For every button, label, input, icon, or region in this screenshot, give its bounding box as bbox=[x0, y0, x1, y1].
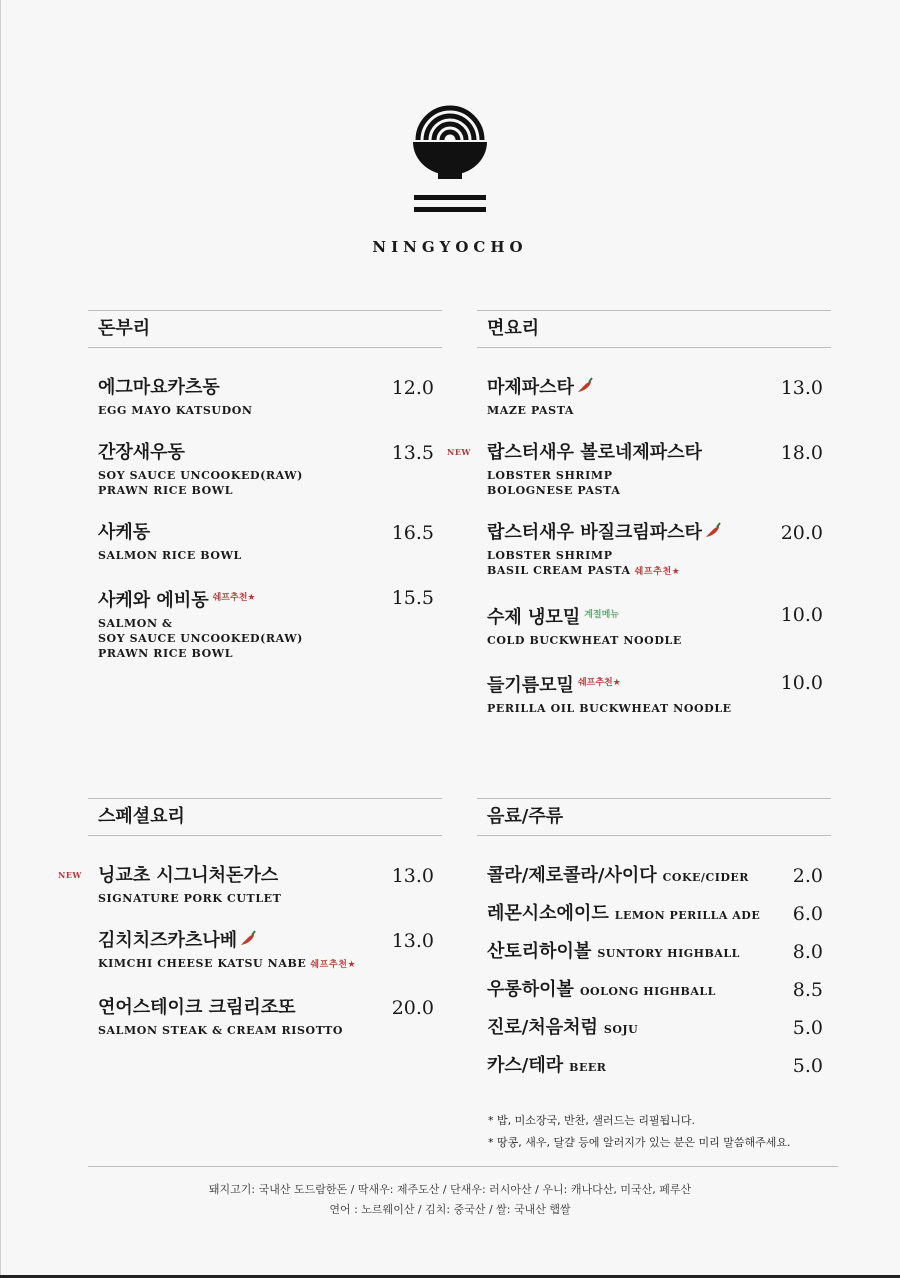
section-noodles bbox=[447, 310, 831, 738]
item-name-en: LOBSTER SHRIMP bbox=[487, 469, 613, 482]
note-line: * 밥, 미소장국, 반찬, 샐러드는 리필됩니다. bbox=[488, 1114, 695, 1127]
item-name-kr: 닝교초 시그니처돈가스 bbox=[98, 865, 279, 886]
new-badge: NEW bbox=[447, 447, 471, 457]
chef-pick-badge: 쉐프추천★ bbox=[577, 678, 621, 688]
item-name-en: PERILLA OIL BUCKWHEAT NOODLE bbox=[487, 702, 732, 715]
menu-item bbox=[477, 977, 831, 1005]
item-price: 8.5 bbox=[792, 979, 823, 1001]
item-name-en: MAZE PASTA bbox=[487, 404, 575, 417]
chef-pick-badge: 쉐프추천★ bbox=[310, 960, 357, 970]
menu-item bbox=[58, 863, 442, 906]
item-name-kr: 진로/처음처럼 bbox=[487, 1017, 598, 1038]
origin-line: 돼지고기: 국내산 도드람한돈 / 딱새우: 제주도산 / 단새우: 러시아산 / 우니: 캐나다산, 미국산, 페루산 bbox=[208, 1183, 692, 1196]
item-price: 2.0 bbox=[792, 865, 823, 887]
item-name-en: SOY SAUCE UNCOOKED(RAW) bbox=[98, 632, 303, 645]
notes bbox=[488, 1110, 790, 1154]
section-title: 음료/주류 bbox=[477, 798, 831, 836]
seasonal-badge: 계절메뉴 bbox=[584, 610, 619, 620]
item-name-kr: 간장새우동 bbox=[98, 442, 185, 463]
chef-pick-badge: 쉐프추천★ bbox=[634, 567, 681, 577]
item-name-en: SOY SAUCE UNCOOKED(RAW) bbox=[98, 469, 303, 482]
item-name-en: OOLONG HIGHBALL bbox=[579, 985, 716, 998]
item-price: 5.0 bbox=[792, 1017, 823, 1039]
item-price: 15.5 bbox=[391, 587, 434, 609]
item-name-en: COLD BUCKWHEAT NOODLE bbox=[487, 634, 682, 647]
item-name-en: EGG MAYO KATSUDON bbox=[98, 404, 253, 417]
item-name-en: SOJU bbox=[603, 1023, 639, 1036]
item-price: 20.0 bbox=[391, 997, 434, 1019]
item-name-en: PRAWN RICE BOWL bbox=[98, 484, 234, 497]
item-price: 10.0 bbox=[780, 672, 823, 694]
item-name-kr: 레몬시소에이드 bbox=[487, 903, 609, 924]
item-name-en: SALMON RICE BOWL bbox=[98, 549, 242, 562]
item-name-en: BEER bbox=[569, 1061, 607, 1074]
section-title: 돈부리 bbox=[88, 310, 442, 348]
chili-pepper-icon bbox=[704, 522, 722, 540]
item-name-en: BOLOGNESE PASTA bbox=[487, 484, 621, 497]
item-name-en: LEMON PERILLA ADE bbox=[614, 909, 761, 922]
menu-item bbox=[477, 1015, 831, 1043]
item-price: 13.0 bbox=[391, 930, 434, 952]
menu-item bbox=[88, 520, 442, 563]
item-name-kr: 산토리하이볼 bbox=[487, 941, 592, 962]
section-donburi bbox=[88, 310, 442, 683]
item-price: 13.0 bbox=[391, 865, 434, 887]
item-name-kr: 랍스터새우 바질크림파스타 bbox=[487, 522, 702, 543]
menu-item bbox=[477, 939, 831, 967]
item-name-kr: 카스/테라 bbox=[487, 1055, 564, 1076]
item-name-en: PRAWN RICE BOWL bbox=[98, 647, 234, 660]
menu-item bbox=[477, 863, 831, 891]
item-name-kr: 마제파스타 bbox=[487, 377, 574, 398]
item-price: 5.0 bbox=[792, 1055, 823, 1077]
item-name-kr: 랍스터새우 볼로네제파스타 bbox=[487, 442, 702, 463]
item-name-en: LOBSTER SHRIMP bbox=[487, 549, 613, 562]
chili-pepper-icon bbox=[239, 930, 257, 948]
item-name-en: SIGNATURE PORK CUTLET bbox=[98, 892, 282, 905]
brand-name: NINGYOCHO bbox=[372, 238, 528, 256]
item-name-kr: 에그마요카츠동 bbox=[98, 377, 220, 398]
item-price: 16.5 bbox=[391, 522, 434, 544]
item-price: 13.5 bbox=[391, 442, 434, 464]
section-special bbox=[58, 798, 442, 1060]
item-price: 18.0 bbox=[780, 442, 823, 464]
new-badge: NEW bbox=[58, 870, 82, 880]
menu-item bbox=[88, 440, 442, 498]
menu-item bbox=[88, 375, 442, 418]
chili-pepper-icon bbox=[576, 377, 594, 395]
section-drinks bbox=[477, 798, 831, 1091]
origin-info bbox=[0, 1180, 900, 1220]
note-line: * 땅콩, 새우, 달걀 등에 알러지가 있는 분은 미리 말씀해주세요. bbox=[488, 1136, 791, 1149]
item-name-en: KIMCHI CHEESE KATSU NABE bbox=[98, 957, 307, 970]
menu-item bbox=[447, 440, 831, 498]
logo bbox=[0, 100, 900, 256]
menu-item bbox=[477, 520, 831, 580]
menu-item bbox=[477, 375, 831, 418]
item-name-en: COKE/CIDER bbox=[662, 871, 749, 884]
item-name-en: SALMON & bbox=[98, 617, 173, 630]
item-name-kr: 사케동 bbox=[98, 522, 151, 543]
menu-item bbox=[88, 585, 442, 661]
item-name-kr: 콜라/제로콜라/사이다 bbox=[487, 865, 657, 886]
item-price: 10.0 bbox=[780, 604, 823, 626]
ramen-bowl-icon bbox=[410, 100, 490, 220]
item-name-en: BASIL CREAM PASTA bbox=[487, 564, 631, 577]
chef-pick-badge: 쉐프추천★ bbox=[212, 593, 256, 603]
item-name-kr: 사케와 에비동 bbox=[98, 590, 209, 611]
menu-item bbox=[477, 602, 831, 648]
item-name-kr: 김치치즈카츠나베 bbox=[98, 930, 238, 951]
section-title: 스페셜요리 bbox=[88, 798, 442, 836]
item-price: 20.0 bbox=[780, 522, 823, 544]
item-name-kr: 연어스테이크 크림리조또 bbox=[98, 997, 296, 1018]
divider bbox=[88, 1166, 838, 1167]
origin-line: 연어 : 노르웨이산 / 김치: 중국산 / 쌀: 국내산 햅쌀 bbox=[329, 1203, 571, 1216]
menu-item bbox=[88, 995, 442, 1038]
menu-item bbox=[477, 670, 831, 716]
item-name-kr: 들기름모밀 bbox=[487, 675, 574, 696]
item-name-kr: 우롱하이볼 bbox=[487, 979, 574, 1000]
section-title: 면요리 bbox=[477, 310, 831, 348]
item-price: 12.0 bbox=[391, 377, 434, 399]
item-name-en: SALMON STEAK & CREAM RISOTTO bbox=[98, 1024, 344, 1037]
menu-item bbox=[477, 1053, 831, 1081]
item-price: 13.0 bbox=[780, 377, 823, 399]
item-name-en: SUNTORY HIGHBALL bbox=[597, 947, 740, 960]
menu-item bbox=[88, 928, 442, 973]
item-name-kr: 수제 냉모밀 bbox=[487, 607, 581, 628]
item-price: 6.0 bbox=[792, 903, 823, 925]
item-price: 8.0 bbox=[792, 941, 823, 963]
menu-item bbox=[477, 901, 831, 929]
